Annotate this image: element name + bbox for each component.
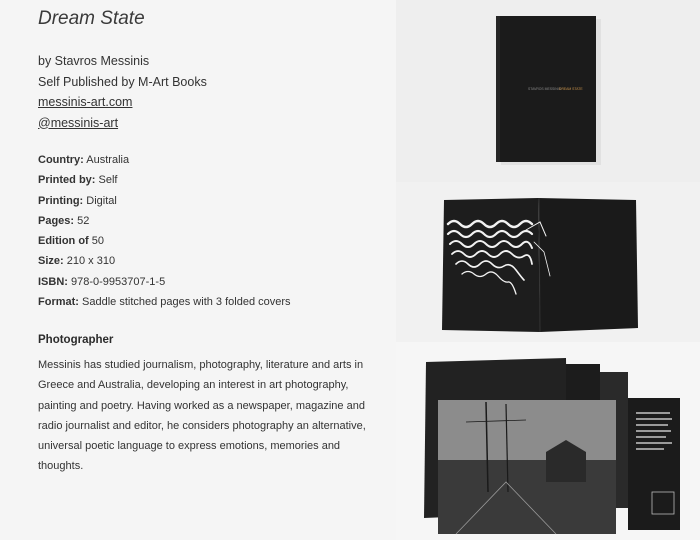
detail-label: Format: [38, 296, 79, 309]
detail-label: Size: [38, 255, 64, 268]
detail-row [38, 191, 291, 211]
detail-row [38, 150, 291, 170]
detail-label: Pages: [38, 214, 75, 227]
detail-row [38, 272, 291, 292]
detail-value: Digital [83, 194, 117, 207]
bio-line: universal poetic language to express emotions, memories and [38, 440, 341, 453]
detail-value: 52 [74, 214, 90, 227]
photographer-heading: Photographer [38, 334, 114, 346]
cover-title-text: DREAM STATE [559, 87, 583, 91]
book-foldout-image [396, 342, 700, 540]
photographer-bio [38, 355, 366, 477]
website-link[interactable]: messinis-art.com [38, 95, 133, 109]
detail-label: Printing: [38, 194, 84, 207]
detail-row [38, 251, 291, 271]
detail-row [38, 170, 291, 190]
book-details [38, 150, 291, 312]
book-cover-image [396, 0, 700, 182]
detail-value: Self [95, 174, 118, 187]
publisher-line: Self Published by M-Art Books [38, 74, 207, 89]
book-intro [38, 51, 207, 133]
author-line: by Stavros Messinis [38, 54, 150, 68]
book-spread-image [396, 182, 700, 342]
bio-line: Greece and Australia, developing an interest in art photography, [38, 379, 349, 392]
book-title: Dream State [38, 8, 145, 29]
bio-line: painting and poetry. Having worked as a newspaper, magazine and [38, 399, 365, 412]
bio-line: Messinis has studied journalism, photography, literature and arts in [38, 359, 364, 371]
detail-value: 50 [88, 235, 105, 248]
detail-row [38, 231, 291, 251]
detail-label: Edition of [38, 235, 89, 248]
cover-author-text: STAVROS MESSINIS [528, 87, 561, 91]
detail-value: 978-0-9953707-1-5 [67, 275, 166, 288]
detail-label: ISBN: [38, 275, 68, 288]
bio-line: thoughts. [38, 460, 84, 473]
book-spread-photo [396, 182, 700, 342]
detail-value: Saddle stitched pages with 3 folded covers [78, 296, 291, 309]
detail-row [38, 292, 291, 312]
handle-link[interactable]: @messinis-art [38, 115, 119, 130]
detail-value: 210 x 310 [63, 255, 116, 268]
detail-label: Printed by: [38, 174, 96, 187]
detail-value: Australia [83, 154, 130, 166]
book-foldout-photo [396, 342, 700, 540]
book-cover-photo [396, 0, 700, 182]
detail-row [38, 211, 291, 231]
bio-line: radio journalist and editor, he considers photography an alternative, [38, 419, 366, 432]
detail-label: Country: [38, 154, 84, 166]
